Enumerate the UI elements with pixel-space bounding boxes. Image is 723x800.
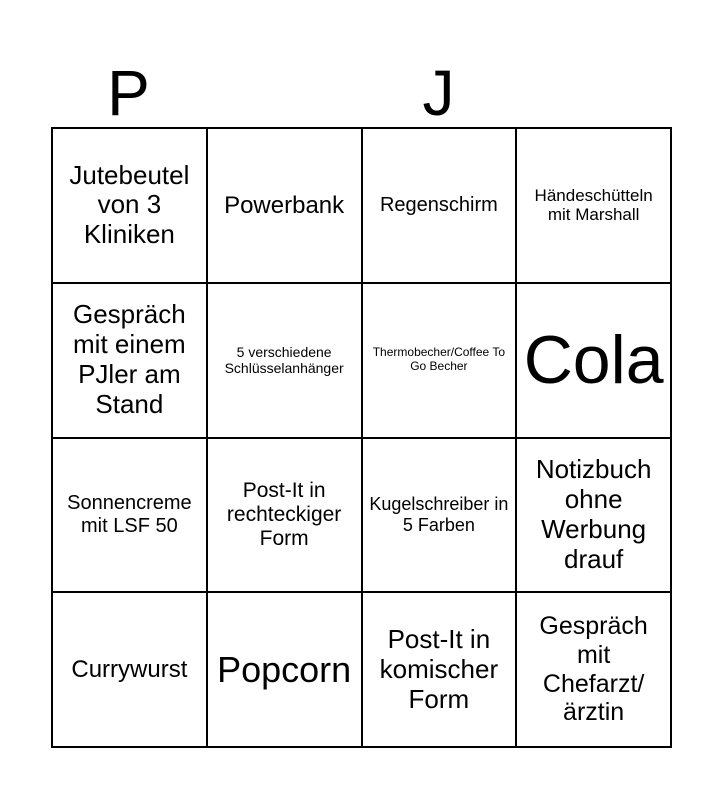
bingo-cell[interactable]	[53, 593, 208, 748]
bingo-board	[51, 127, 672, 748]
bingo-cell[interactable]	[53, 129, 208, 284]
cell-text: Powerbank	[224, 191, 345, 219]
header-letter-3: J	[422, 57, 455, 129]
cell-text: Post-It in rechteckiger Form	[226, 478, 342, 550]
cell-text: Notizbuch ohne Werbung drauf	[535, 454, 652, 574]
cell-text: Cola	[523, 322, 664, 399]
bingo-cell[interactable]	[517, 439, 672, 594]
bingo-cell[interactable]	[517, 284, 672, 439]
cell-text: Sonnencreme mit LSF 50	[67, 491, 192, 537]
bingo-cell[interactable]	[208, 593, 363, 748]
bingo-cell[interactable]	[363, 593, 518, 748]
bingo-cell[interactable]	[363, 129, 518, 284]
bingo-cell[interactable]	[363, 284, 518, 439]
cell-text: Popcorn	[217, 648, 352, 690]
cell-text: Kugelschreiber in 5 Farben	[369, 494, 509, 535]
bingo-cell[interactable]	[208, 439, 363, 594]
bingo-cell[interactable]	[208, 284, 363, 439]
cell-text: 5 verschiedene Schlüsselanhänger	[224, 344, 344, 377]
bingo-cell[interactable]	[53, 284, 208, 439]
cell-text: Gespräch mit Chefarzt/ ärztin	[539, 612, 648, 727]
cell-text: Thermobecher/Coffee To Go Becher	[372, 345, 506, 374]
bingo-cell[interactable]	[363, 439, 518, 594]
bingo-cell[interactable]	[517, 129, 672, 284]
cell-text: Post-It in komischer Form	[379, 623, 499, 714]
cell-text: Gespräch mit einem PJler am Stand	[73, 299, 186, 420]
cell-text: Händeschütteln mit Marshall	[534, 185, 653, 225]
cell-text: Jutebeutel von 3 Kliniken	[69, 159, 190, 250]
bingo-cell[interactable]	[53, 439, 208, 594]
header-letter-1: P	[107, 57, 150, 129]
bingo-cell[interactable]	[517, 593, 672, 748]
cell-text: Currywurst	[71, 655, 188, 683]
cell-text: Regenschirm	[379, 193, 498, 216]
bingo-cell[interactable]	[208, 129, 363, 284]
